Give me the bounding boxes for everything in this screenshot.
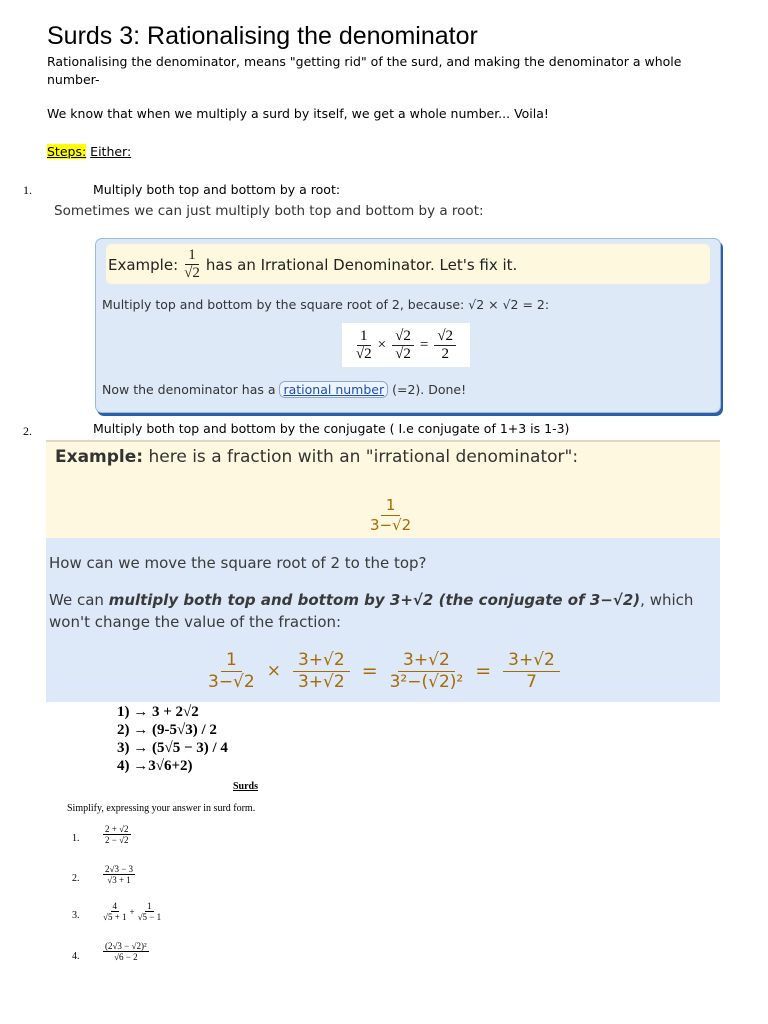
item1-subtext: Sometimes we can just multiply both top and bottom by a root: <box>54 203 484 219</box>
q3-b-den: √5 − 1 <box>137 912 162 922</box>
q3-number: 3. <box>72 910 80 921</box>
eq-frac-1 <box>356 328 372 363</box>
example-header <box>106 244 710 284</box>
worksheet-instruction: Simplify, expressing your answer in surd form. <box>67 803 256 814</box>
conjugate-equation <box>208 650 560 692</box>
conjugate-example-header <box>46 440 720 540</box>
item2-text: Multiply both top and bottom by the conjugate ( I.e conjugate of 1+3 is 1-3) <box>93 421 570 436</box>
fraction-1-over-root2 <box>184 247 200 282</box>
page-title: Surds 3: Rationalising the denominator <box>47 22 478 50</box>
irrational-fraction <box>370 496 411 534</box>
irrational-fraction-num: 1 <box>381 496 401 516</box>
done-line <box>102 382 466 397</box>
steps-label: Steps: <box>47 144 87 159</box>
irrational-fraction-den: 3−√2 <box>370 516 412 534</box>
voila-text: We know that when we multiply a surd by itself, we get a whole number... Voila! <box>47 106 549 121</box>
answer-1: 1) → 3 + 2√2 <box>117 704 199 720</box>
example-box-root <box>95 238 721 413</box>
q3-expression <box>103 901 161 922</box>
example2-label: Example: <box>55 447 144 467</box>
item2-number: 2. <box>23 424 32 438</box>
q4-den: √6 − 2 <box>114 952 138 962</box>
example-header-text: has an Irrational Denominator. Let's fix it. <box>205 255 518 274</box>
item1-text: Multiply both top and bottom by a root: <box>93 182 341 197</box>
answers-list <box>117 703 228 775</box>
c-frac-3-den: 3²−(√2)² <box>389 672 464 692</box>
eq-frac-2-num: √2 <box>392 328 414 346</box>
q2-number: 2. <box>72 873 80 884</box>
example2-text: here is a fraction with an "irrational denominator": <box>148 447 579 467</box>
q3-a-num: 4 <box>112 901 117 911</box>
equals-sign: = <box>419 336 429 353</box>
q1-expression <box>103 824 131 845</box>
c-frac-1-num: 1 <box>221 650 242 672</box>
rationalise-equation <box>342 323 470 367</box>
worksheet-heading: Surds <box>233 781 259 792</box>
answer-3: 3) → (5√5 − 3) / 4 <box>117 740 228 756</box>
q2-num: 2√3 − 3 <box>105 864 134 874</box>
times-sign: × <box>377 336 387 353</box>
c-frac-2-num: 3+√2 <box>293 650 350 672</box>
c-times-sign: × <box>266 661 281 681</box>
q2-den: √3 + 1 <box>107 875 131 885</box>
answer-4: 4) →3√6+2) <box>117 758 193 774</box>
question-text: How can we move the square root of 2 to the top? <box>49 554 427 572</box>
c-frac-1-den: 3−√2 <box>208 672 255 692</box>
intro-text: Rationalising the denominator, means "getting rid" of the surd, and making the denominator a whole number- <box>47 54 682 87</box>
c-equals-2: = <box>475 660 492 682</box>
c-frac-2-den: 3+√2 <box>297 672 345 692</box>
steps-either: Either: <box>90 144 132 159</box>
frac-numerator: 1 <box>185 247 199 265</box>
q1-num: 2 + √2 <box>105 824 129 834</box>
c-equals-1: = <box>361 660 378 682</box>
c-frac-2 <box>293 650 350 692</box>
frac-denominator: √2 <box>184 265 200 281</box>
rational-number-link[interactable]: rational number <box>279 381 388 398</box>
answer-2: 2) → (9-5√3) / 2 <box>117 722 217 738</box>
steps-line <box>47 144 131 159</box>
q3-a-den: √5 + 1 <box>103 912 127 922</box>
eq-frac-3-den: 2 <box>441 345 449 362</box>
which-text: , which <box>640 591 694 609</box>
example-label: Example: <box>108 255 179 274</box>
q1-den: 2 − √2 <box>105 835 129 845</box>
eq-frac-1-num: 1 <box>357 328 371 346</box>
conjugate-explanation <box>46 538 720 702</box>
eq-frac-2 <box>392 328 414 363</box>
item1-number: 1. <box>23 183 32 197</box>
conjugate-instruction: multiply both top and bottom by 3+√2 (the conjugate of 3−√2) <box>108 591 641 609</box>
c-frac-4 <box>503 650 560 692</box>
q4-number: 4. <box>72 951 80 962</box>
q3-b-num: 1 <box>147 901 152 911</box>
q4-num: (2√3 − √2)² <box>105 941 147 951</box>
wont-change-text: won't change the value of the fraction: <box>49 613 342 631</box>
eq-frac-2-den: √2 <box>395 345 411 362</box>
we-can-text <box>49 589 719 633</box>
q1-number: 1. <box>72 833 80 844</box>
eq-frac-1-den: √2 <box>355 345 372 362</box>
q4-expression <box>103 941 149 962</box>
c-frac-3 <box>390 650 464 692</box>
c-frac-1 <box>208 650 255 692</box>
eq-frac-3 <box>434 328 456 363</box>
c-frac-4-den: 7 <box>526 672 537 692</box>
q3-plus: + <box>129 906 135 917</box>
c-frac-4-num: 3+√2 <box>503 650 560 672</box>
done-prefix: Now the denominator has a <box>102 382 276 397</box>
c-frac-3-num: 3+√2 <box>398 650 455 672</box>
we-can-prefix: We can <box>49 591 104 609</box>
done-suffix: (=2). Done! <box>392 382 467 397</box>
multiply-explanation: Multiply top and bottom by the square root of 2, because: √2 × √2 = 2: <box>102 297 550 312</box>
eq-frac-3-num: √2 <box>434 328 456 346</box>
q2-expression <box>103 864 135 885</box>
